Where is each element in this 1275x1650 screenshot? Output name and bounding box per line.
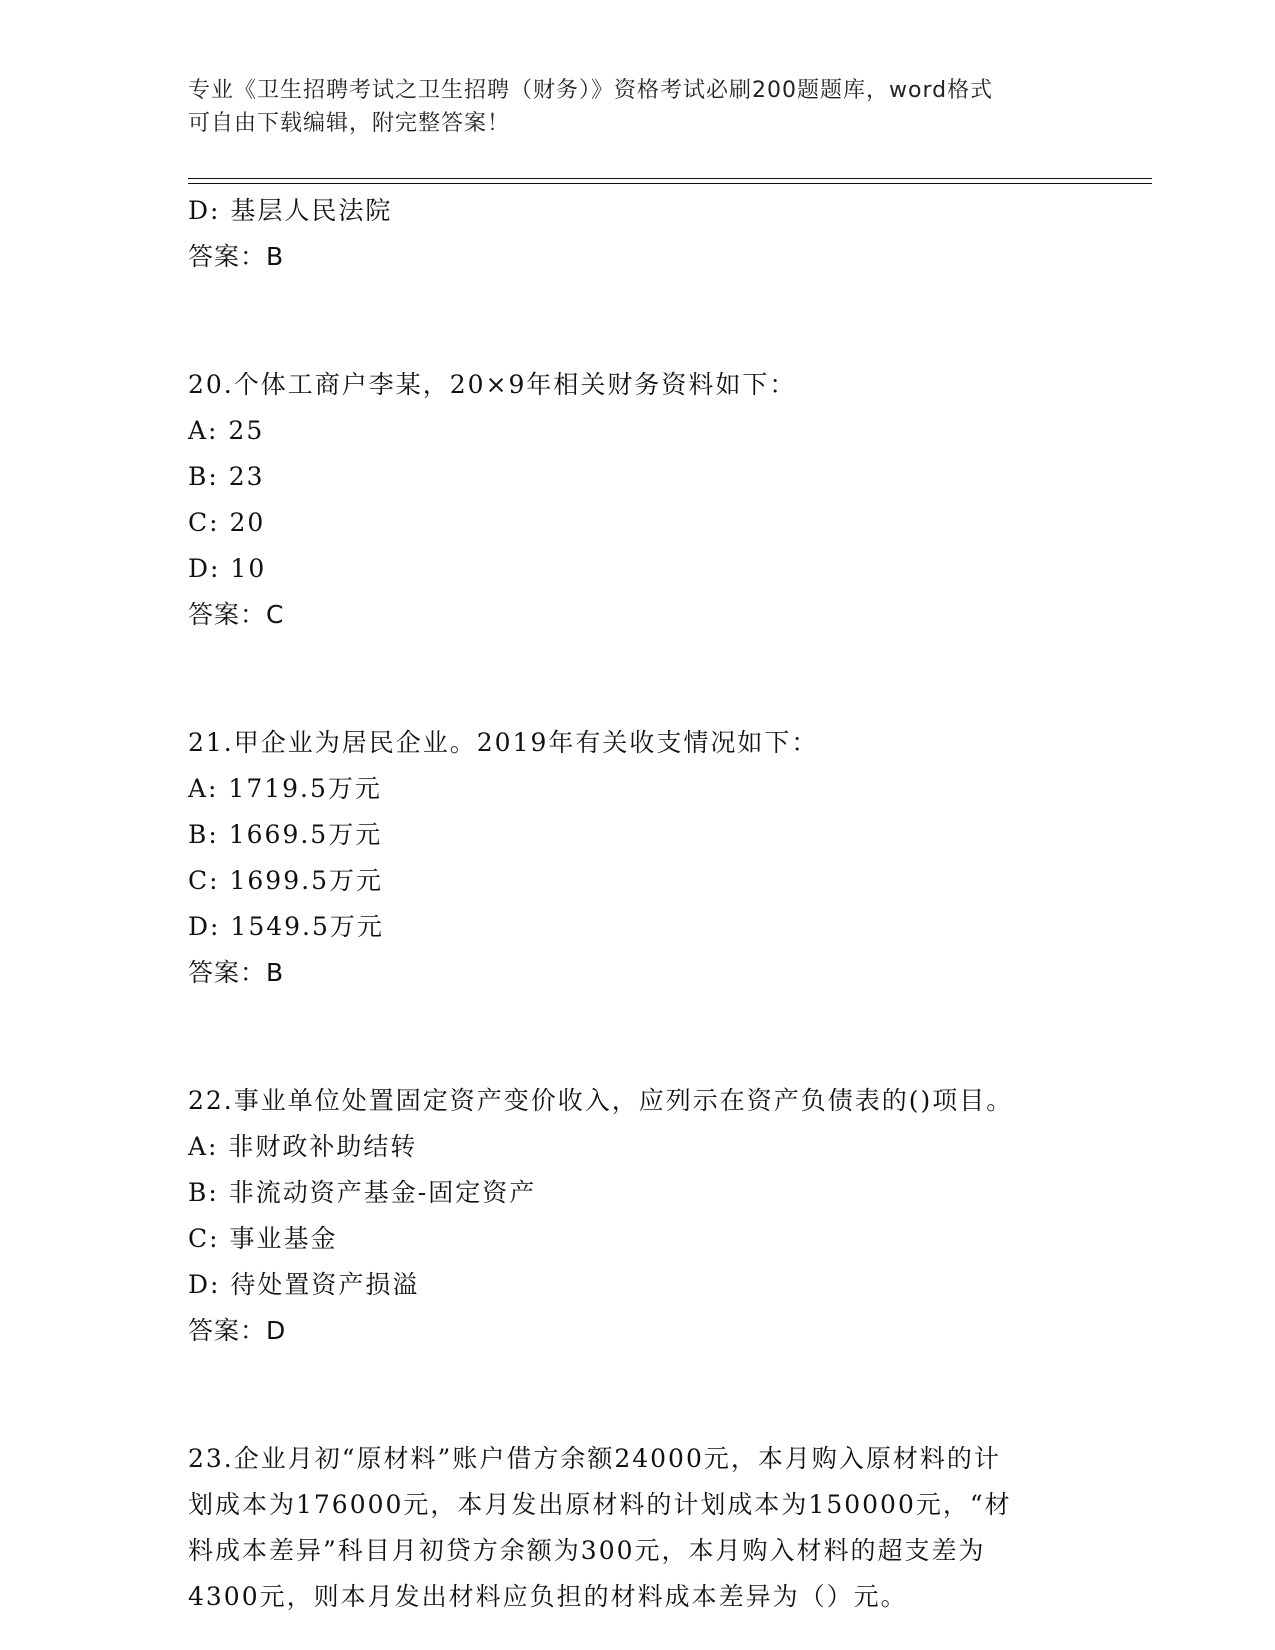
question-20 bbox=[188, 362, 1088, 638]
answer: 答案：B bbox=[188, 958, 285, 987]
option-a: A: 25 bbox=[188, 416, 265, 445]
spacer bbox=[188, 638, 1088, 720]
option-b: B: 非流动资产基金-固定资产 bbox=[188, 1178, 537, 1207]
question-text-line-4: 4300元，则本月发出材料应负担的材料成本差异为（）元。 bbox=[188, 1582, 908, 1611]
option-c: C: 20 bbox=[188, 508, 266, 537]
option-d: D: 基层人民法院 bbox=[188, 196, 393, 225]
option-d: D: 1549.5万元 bbox=[188, 912, 384, 941]
answer: 答案：B bbox=[188, 242, 285, 271]
header-divider-bottom bbox=[188, 183, 1152, 184]
question-19-tail bbox=[188, 188, 1088, 280]
header-divider-top bbox=[188, 178, 1152, 179]
header-line-1: 专业《卫生招聘考试之卫生招聘（财务）》资格考试必刷200题题库，word格式 bbox=[188, 78, 994, 103]
question-text-line-2: 划成本为176000元，本月发出原材料的计划成本为150000元，“材 bbox=[188, 1490, 1012, 1519]
question-text: 22.事业单位处置固定资产变价收入，应列示在资产负债表的()项目。 bbox=[188, 1086, 1014, 1115]
option-a: A: 1719.5万元 bbox=[188, 774, 382, 803]
question-text: 21.甲企业为居民企业。2019年有关收支情况如下： bbox=[188, 728, 819, 757]
document-header bbox=[188, 74, 1088, 140]
question-21 bbox=[188, 720, 1088, 996]
option-c: C: 1699.5万元 bbox=[188, 866, 383, 895]
document-body bbox=[188, 188, 1088, 1620]
option-a: A: 非财政补助结转 bbox=[188, 1132, 418, 1161]
spacer bbox=[188, 280, 1088, 362]
spacer bbox=[188, 1354, 1088, 1436]
option-d: D: 待处置资产损溢 bbox=[188, 1270, 420, 1299]
option-d: D: 10 bbox=[188, 554, 267, 583]
answer: 答案：D bbox=[188, 1316, 287, 1345]
option-c: C: 事业基金 bbox=[188, 1224, 338, 1253]
header-line-2: 可自由下载编辑，附完整答案！ bbox=[188, 111, 511, 136]
question-text: 20.个体工商户李某，20×9年相关财务资料如下： bbox=[188, 370, 797, 399]
question-22 bbox=[188, 1078, 1088, 1354]
question-text-line-1: 23.企业月初“原材料”账户借方余额24000元，本月购入原材料的计 bbox=[188, 1444, 1001, 1473]
option-b: B: 1669.5万元 bbox=[188, 820, 383, 849]
question-23 bbox=[188, 1436, 1088, 1620]
spacer bbox=[188, 996, 1088, 1078]
question-text-line-3: 料成本差异”科目月初贷方余额为300元，本月购入材料的超支差为 bbox=[188, 1536, 986, 1565]
answer: 答案：C bbox=[188, 600, 285, 629]
option-b: B: 23 bbox=[188, 462, 265, 491]
